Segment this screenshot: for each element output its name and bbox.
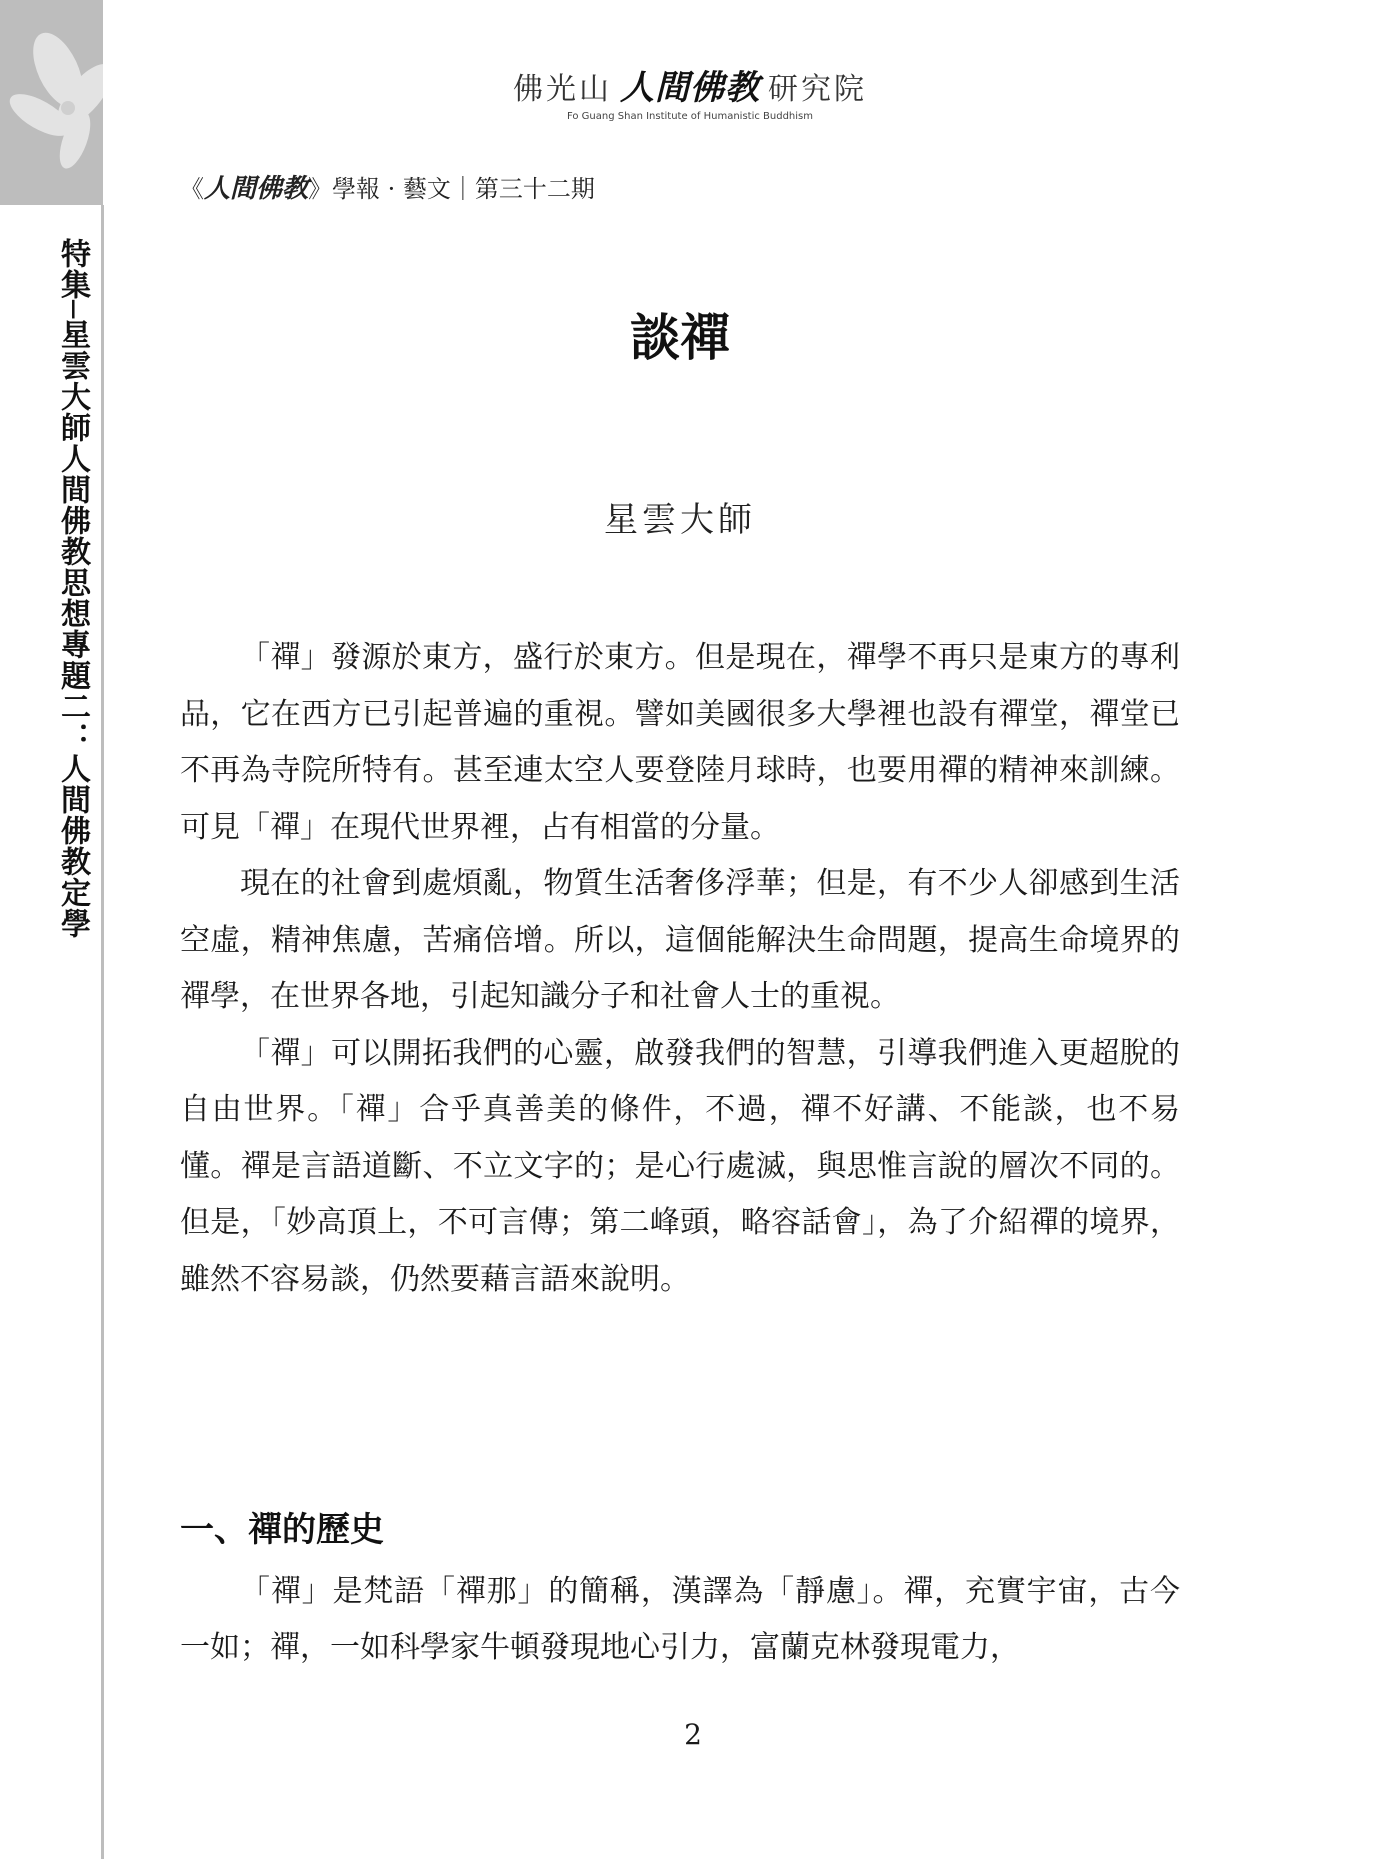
journal-issue: 》學報 · 藝文｜第三十二期 bbox=[308, 175, 595, 203]
article-author: 星雲大師 bbox=[604, 500, 756, 540]
paragraph: 「禪」可以開拓我們的心靈，啟發我們的智慧，引導我們進入更超脫的自由世界。「禪」合乎真善美的條件，不過，禪不好講、不能談，也不易懂。禪是言語道斷、不立文字的；是心行處滅，與思惟言說的層次不同的。但是，「妙高頂上，不可言傳；第二峰頭，略容話會」，為了介紹禪的境界，雖然不容易談，仍然要藉言語來說明。 bbox=[180, 1035, 1180, 1297]
institute-prefix: 佛光山 bbox=[513, 72, 612, 107]
institute-english-name: Fo Guang Shan Institute of Humanistic Buddhism bbox=[566, 111, 813, 122]
paragraph: 現在的社會到處煩亂，物質生活奢侈浮華；但是，有不少人卻感到生活空虛，精神焦慮，苦痛倍增。所以，這個能解決生命問題，提高生命境界的禪學，在世界各地，引起知識分子和社會人士的重視。 bbox=[180, 866, 1180, 1014]
article-body bbox=[180, 630, 1180, 1308]
paragraph: 「禪」是梵語「禪那」的簡稱，漢譯為「靜慮」。禪，充實宇宙，古今一如；禪，一如科學家牛頓發現地心引力，富蘭克林發現電力， bbox=[180, 1574, 1180, 1665]
page-number: 2 bbox=[684, 1718, 702, 1751]
corner-banner bbox=[0, 0, 103, 205]
institute-name bbox=[420, 60, 960, 109]
lotus-flower-icon bbox=[0, 0, 103, 205]
side-rule bbox=[101, 205, 104, 1859]
journal-brand: 人間佛教 bbox=[204, 174, 309, 204]
section-body bbox=[180, 1564, 1180, 1676]
institute-header bbox=[420, 60, 960, 122]
paragraph: 「禪」發源於東方，盛行於東方。但是現在，禪學不再只是東方的專利品，它在西方已引起普遍的重視。譬如美國很多大學裡也設有禪堂，禪堂已不再為寺院所特有。甚至連太空人要登陸月球時，也要用禪的精神來訓練。可見「禪」在現代世界裡，占有相當的分量。 bbox=[180, 640, 1180, 845]
institute-suffix: 研究院 bbox=[768, 72, 867, 107]
journal-open-bracket: 《 bbox=[180, 175, 204, 203]
section-heading: 一、禪的歷史 bbox=[180, 1510, 384, 1550]
journal-running-head bbox=[180, 168, 595, 205]
side-section-title: 特集─星雲大師人間佛教思想專題二：人間佛教定學 bbox=[55, 238, 90, 940]
institute-brand: 人間佛教 bbox=[620, 68, 760, 108]
article-title: 談禪 bbox=[630, 309, 730, 367]
